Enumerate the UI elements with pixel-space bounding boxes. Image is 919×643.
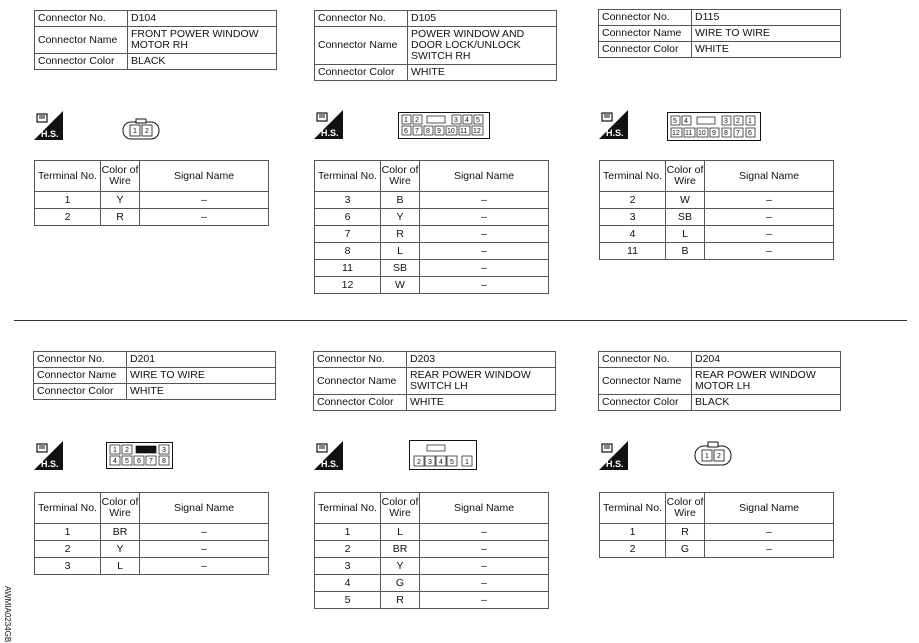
terminal-no-cell: 6 (315, 209, 381, 226)
pin-label: 3 (428, 459, 432, 466)
connector-name-value: POWER WINDOW AND DOOR LOCK/UNLOCK SWITCH RH (408, 27, 557, 65)
terminal-no-cell: 4 (315, 575, 381, 592)
connector-color-label: Connector Color (34, 384, 127, 400)
pin-label: 7 (415, 128, 419, 135)
wire-color-cell: W (666, 192, 705, 209)
connector-color-label: Connector Color (315, 65, 408, 81)
terminal-no-cell: 2 (600, 541, 666, 558)
signal-name-cell: – (705, 192, 834, 209)
hs-label: H.S. (321, 459, 339, 469)
connector-no-label: Connector No. (35, 11, 128, 27)
wire-color-cell: W (381, 277, 420, 294)
pin-label: 1 (748, 118, 752, 125)
terminal-no-header: Terminal No. (600, 161, 666, 192)
signal-name-cell: – (705, 524, 834, 541)
connector-name-label: Connector Name (315, 27, 408, 65)
pin-label: 4 (465, 117, 469, 124)
terminal-table (314, 160, 549, 294)
signal-name-cell: – (140, 209, 269, 226)
connector-info-table (598, 9, 841, 58)
table-row (315, 260, 549, 277)
terminal-no-cell: 3 (315, 558, 381, 575)
wire-color-cell: G (666, 541, 705, 558)
table-row (315, 243, 549, 260)
signal-name-cell: – (420, 260, 549, 277)
pin-label: 12 (672, 130, 680, 137)
section-divider (14, 320, 907, 321)
hs-icon (599, 110, 628, 139)
table-row (315, 192, 549, 209)
connector-block-d105 (314, 10, 557, 81)
signal-name-cell: – (420, 558, 549, 575)
pin-label: 10 (698, 130, 706, 137)
wire-color-cell: Y (101, 192, 140, 209)
pin-label: 12 (473, 128, 481, 135)
table-row (315, 524, 549, 541)
terminal-no-header: Terminal No. (35, 161, 101, 192)
pin-label: 5 (673, 118, 677, 125)
connector-name-label: Connector Name (314, 368, 407, 395)
terminal-no-cell: 1 (35, 524, 101, 541)
connector-info-table (34, 10, 277, 70)
signal-name-cell: – (420, 226, 549, 243)
signal-name-cell: – (420, 541, 549, 558)
terminal-table-d201 (34, 492, 269, 575)
color-of-wire-header: Color of Wire (381, 493, 420, 524)
terminal-table-d105 (314, 160, 549, 294)
signal-name-header: Signal Name (420, 161, 549, 192)
signal-name-cell: – (420, 524, 549, 541)
table-row (315, 277, 549, 294)
hs-label: H.S. (606, 128, 624, 138)
connector-info-table (313, 351, 556, 411)
terminal-no-cell: 2 (35, 209, 101, 226)
wire-color-cell: L (381, 524, 420, 541)
color-of-wire-header: Color of Wire (666, 493, 705, 524)
terminal-no-cell: 7 (315, 226, 381, 243)
signal-name-cell: – (705, 209, 834, 226)
pin-label: 7 (149, 458, 153, 465)
connector-no-value: D201 (127, 352, 276, 368)
terminal-table (34, 492, 269, 575)
color-of-wire-header: Color of Wire (666, 161, 705, 192)
signal-name-cell: – (705, 226, 834, 243)
connector-info-table (598, 351, 841, 411)
table-row (35, 209, 269, 226)
terminal-no-cell: 2 (35, 541, 101, 558)
hs-label: H.S. (606, 459, 624, 469)
pin-label: 1 (113, 447, 117, 454)
pin-label: 2 (717, 453, 721, 460)
pin-label: 3 (724, 118, 728, 125)
pin-label: 8 (162, 458, 166, 465)
terminal-no-cell: 11 (600, 243, 666, 260)
signal-name-cell: – (140, 524, 269, 541)
table-row (315, 226, 549, 243)
hs-icon (34, 111, 63, 140)
connector-no-label: Connector No. (314, 352, 407, 368)
terminal-no-cell: 3 (600, 209, 666, 226)
pin-label: 2 (145, 128, 149, 135)
table-row (315, 541, 549, 558)
connector-face-d201 (106, 442, 173, 474)
terminal-no-cell: 4 (600, 226, 666, 243)
connector-name-value: WIRE TO WIRE (692, 26, 841, 42)
wire-color-cell: L (101, 558, 140, 575)
hs-icon (314, 110, 343, 139)
connector-no-label: Connector No. (34, 352, 127, 368)
connector-name-value: REAR POWER WINDOW MOTOR LH (692, 368, 841, 395)
wire-color-cell: Y (381, 209, 420, 226)
connector-block-d201 (33, 351, 276, 400)
terminal-table-d203 (314, 492, 549, 609)
table-row (600, 192, 834, 209)
connector-color-label: Connector Color (314, 395, 407, 411)
signal-name-cell: – (420, 209, 549, 226)
wire-color-cell: BR (101, 524, 140, 541)
terminal-no-header: Terminal No. (35, 493, 101, 524)
table-row (600, 524, 834, 541)
connector-name-value: FRONT POWER WINDOW MOTOR RH (128, 27, 277, 54)
pin-label: 4 (439, 459, 443, 466)
terminal-no-header: Terminal No. (315, 161, 381, 192)
wire-color-cell: G (381, 575, 420, 592)
pin-label: 1 (133, 128, 137, 135)
connector-color-label: Connector Color (599, 395, 692, 411)
pin-label: 1 (404, 117, 408, 124)
wire-color-cell: B (381, 192, 420, 209)
terminal-table-d115 (599, 160, 834, 260)
terminal-table (314, 492, 549, 609)
table-row (35, 524, 269, 541)
connector-info-table (33, 351, 276, 400)
terminal-no-cell: 8 (315, 243, 381, 260)
pin-label: 6 (137, 458, 141, 465)
table-row (600, 243, 834, 260)
wire-color-cell: B (666, 243, 705, 260)
wire-color-cell: L (666, 226, 705, 243)
pin-label: 2 (125, 447, 129, 454)
connector-name-value: WIRE TO WIRE (127, 368, 276, 384)
connector-name-label: Connector Name (35, 27, 128, 54)
table-row (600, 541, 834, 558)
connector-color-label: Connector Color (35, 54, 128, 70)
wire-color-cell: R (381, 226, 420, 243)
table-row (35, 558, 269, 575)
signal-name-cell: – (420, 575, 549, 592)
pin-label: 1 (705, 453, 709, 460)
signal-name-header: Signal Name (140, 493, 269, 524)
signal-name-header: Signal Name (140, 161, 269, 192)
wire-color-cell: R (666, 524, 705, 541)
terminal-no-cell: 1 (315, 524, 381, 541)
wire-color-cell: SB (381, 260, 420, 277)
signal-name-cell: – (140, 558, 269, 575)
connector-name-value: REAR POWER WINDOW SWITCH LH (407, 368, 556, 395)
pin-label: 11 (685, 130, 693, 137)
terminal-no-cell: 2 (600, 192, 666, 209)
hs-label: H.S. (41, 129, 59, 139)
connector-color-value: WHITE (692, 42, 841, 58)
pin-label: 1 (465, 459, 469, 466)
terminal-table (34, 160, 269, 226)
wire-color-cell: R (101, 209, 140, 226)
signal-name-header: Signal Name (420, 493, 549, 524)
connector-color-value: BLACK (128, 54, 277, 70)
pin-label: 9 (712, 130, 716, 137)
connector-block-d204 (598, 351, 841, 411)
terminal-no-cell: 5 (315, 592, 381, 609)
color-of-wire-header: Color of Wire (101, 493, 140, 524)
pin-label: 10 (447, 128, 455, 135)
connector-name-label: Connector Name (599, 368, 692, 395)
pin-label: 11 (460, 128, 468, 135)
terminal-no-cell: 3 (315, 192, 381, 209)
signal-name-cell: – (140, 192, 269, 209)
pin-label: 5 (125, 458, 129, 465)
wire-color-cell: Y (381, 558, 420, 575)
color-of-wire-header: Color of Wire (381, 161, 420, 192)
connector-block-d203 (313, 351, 556, 411)
connector-block-d115 (598, 9, 841, 58)
terminal-no-header: Terminal No. (315, 493, 381, 524)
connector-no-label: Connector No. (599, 10, 692, 26)
pin-label: 9 (437, 128, 441, 135)
connector-name-label: Connector Name (34, 368, 127, 384)
connector-no-value: D105 (408, 11, 557, 27)
terminal-table (599, 492, 834, 558)
signal-name-cell: – (420, 243, 549, 260)
terminal-table (599, 160, 834, 260)
connector-no-value: D203 (407, 352, 556, 368)
pin-label: 6 (748, 130, 752, 137)
signal-name-cell: – (705, 541, 834, 558)
terminal-no-header: Terminal No. (600, 493, 666, 524)
wire-color-cell: R (381, 592, 420, 609)
hs-label: H.S. (321, 128, 339, 138)
pin-label: 4 (684, 118, 688, 125)
terminal-table-d204 (599, 492, 834, 558)
connector-face-d105 (398, 112, 490, 144)
signal-name-cell: – (420, 277, 549, 294)
wire-color-cell: SB (666, 209, 705, 226)
signal-name-header: Signal Name (705, 161, 834, 192)
signal-name-cell: – (420, 592, 549, 609)
pin-label: 3 (162, 447, 166, 454)
wire-color-cell: BR (381, 541, 420, 558)
pin-label: 3 (454, 117, 458, 124)
connector-no-value: D104 (128, 11, 277, 27)
pin-label: 2 (415, 117, 419, 124)
pin-label: 7 (736, 130, 740, 137)
pin-label: 6 (404, 128, 408, 135)
connector-face-d203 (409, 440, 477, 475)
signal-name-header: Signal Name (705, 493, 834, 524)
signal-name-cell: – (140, 541, 269, 558)
terminal-no-cell: 1 (35, 192, 101, 209)
pin-label: 5 (450, 459, 454, 466)
terminal-no-cell: 11 (315, 260, 381, 277)
connector-no-value: D204 (692, 352, 841, 368)
connector-face-d104 (122, 118, 160, 145)
wire-color-cell: L (381, 243, 420, 260)
table-row (315, 575, 549, 592)
terminal-no-cell: 12 (315, 277, 381, 294)
connector-face-d204 (694, 441, 732, 471)
document-id: AWMIA0234GB (3, 586, 12, 643)
table-row (315, 209, 549, 226)
pin-label: 8 (426, 128, 430, 135)
table-row (315, 592, 549, 609)
connector-color-value: WHITE (408, 65, 557, 81)
connector-name-label: Connector Name (599, 26, 692, 42)
table-row (315, 558, 549, 575)
color-of-wire-header: Color of Wire (101, 161, 140, 192)
pin-label: 2 (417, 459, 421, 466)
terminal-table-d104 (34, 160, 269, 226)
pin-label: 8 (724, 130, 728, 137)
table-row (600, 209, 834, 226)
hs-icon (599, 441, 628, 470)
connector-no-label: Connector No. (599, 352, 692, 368)
hs-icon (314, 441, 343, 470)
pin-label: 5 (476, 117, 480, 124)
pin-label: 4 (113, 458, 117, 465)
connector-color-value: WHITE (127, 384, 276, 400)
connector-face-d115 (667, 112, 761, 146)
pin-label: 2 (736, 118, 740, 125)
connector-color-value: BLACK (692, 395, 841, 411)
table-row (35, 192, 269, 209)
terminal-no-cell: 1 (600, 524, 666, 541)
table-row (600, 226, 834, 243)
connector-no-value: D115 (692, 10, 841, 26)
signal-name-cell: – (705, 243, 834, 260)
terminal-no-cell: 2 (315, 541, 381, 558)
connector-color-label: Connector Color (599, 42, 692, 58)
connector-block-d104 (34, 10, 277, 70)
connector-no-label: Connector No. (315, 11, 408, 27)
connector-info-table (314, 10, 557, 81)
hs-label: H.S. (41, 459, 59, 469)
wire-color-cell: Y (101, 541, 140, 558)
signal-name-cell: – (420, 192, 549, 209)
connector-color-value: WHITE (407, 395, 556, 411)
terminal-no-cell: 3 (35, 558, 101, 575)
table-row (35, 541, 269, 558)
hs-icon (34, 441, 63, 470)
